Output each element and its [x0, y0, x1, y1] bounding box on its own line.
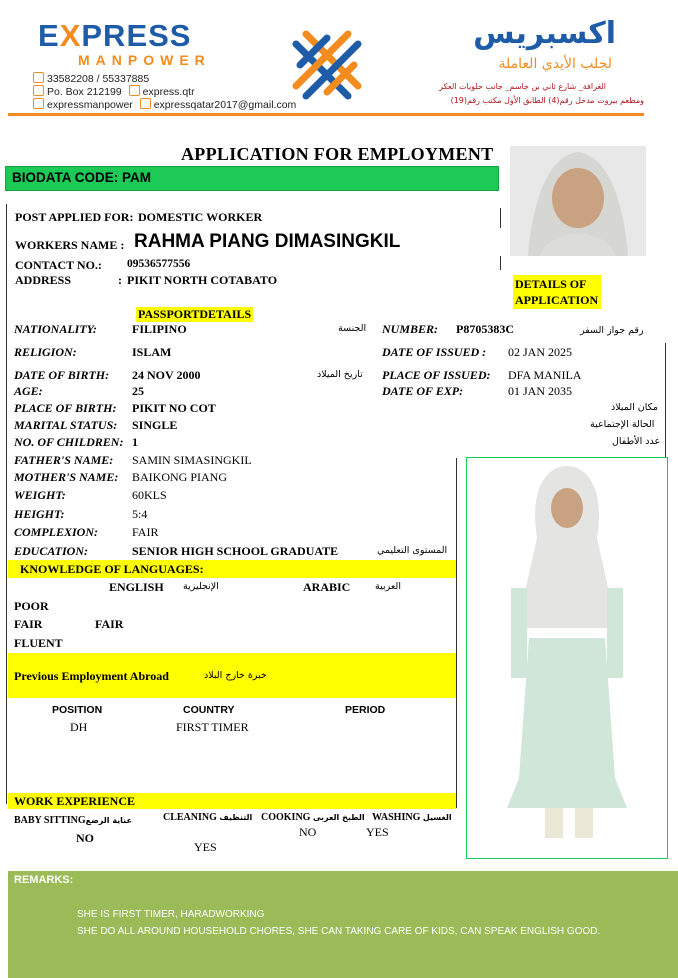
passport-number-label: NUMBER: [382, 322, 439, 336]
post-value: DOMESTIC WORKER [138, 210, 263, 224]
place-issued-label: PLACE OF ISSUED: [382, 368, 491, 382]
pob-arabic: مكان الميلاد [611, 402, 659, 413]
pobox-line [33, 85, 195, 98]
arabic-subtitle: لجلب الأيدي العاملة [498, 56, 612, 72]
height-label: HEIGHT: [14, 507, 65, 521]
biodata-bar [5, 166, 499, 191]
address-label: ADDRESS [15, 273, 72, 287]
name-label: WORKERS NAME : [15, 238, 125, 252]
phone-line [33, 72, 149, 85]
address-value: PIKIT NORTH COTABATO [127, 273, 278, 287]
phone-numbers: 33582208 / 55337885 [47, 73, 150, 85]
remarks-panel [8, 871, 678, 978]
col-position: POSITION [52, 704, 103, 716]
baby-sitting-label [14, 815, 132, 826]
instagram-icon [33, 98, 44, 109]
contact-label: CONTACT NO.: [15, 258, 102, 272]
children-label: NO. OF CHILDREN: [14, 435, 124, 449]
dob-label: DATE OF BIRTH: [14, 368, 110, 382]
form-title: APPLICATION FOR EMPLOYMENT [181, 144, 494, 164]
remarks-line-1: SHE IS FIRST TIMER, HARADWORKING [77, 909, 265, 920]
right-border-passport [665, 343, 666, 457]
date-exp-label: DATE OF EXP: [382, 384, 464, 398]
pob-label: PLACE OF BIRTH: [14, 401, 117, 415]
arabic-arabic: العربية [375, 581, 401, 592]
header-divider [8, 113, 644, 116]
applicant-fullbody-photo [466, 457, 668, 859]
right-border-lower [456, 458, 457, 808]
date-issued-value: 02 JAN 2025 [508, 345, 573, 359]
age-label: AGE: [14, 384, 43, 398]
arabic-address-1: الغرافة_ شارع ثاني بن جاسم_ جانب حلويات العكر [439, 82, 606, 91]
dob-arabic: تاريخ الميلاد [317, 369, 363, 380]
biodata-code: BIODATA CODE: PAM [12, 170, 151, 185]
facebook-icon [129, 85, 140, 96]
employment-heading: Previous Employment Abroad [14, 669, 169, 683]
work-heading: WORK EXPERIENCE [14, 794, 136, 808]
email-address: expressqatar2017@gmail.com [153, 99, 297, 111]
company-knot-logo [286, 24, 368, 106]
company-logo-text [38, 20, 191, 52]
remarks-label: REMARKS: [14, 874, 74, 886]
washing-arabic: الغسيل [422, 813, 452, 822]
employment-heading-arabic: خبرة خارج البلاد [204, 670, 267, 681]
country-value: FIRST TIMER [176, 720, 249, 734]
english-label: ENGLISH [109, 580, 164, 594]
baby-sitting-value: NO [76, 831, 94, 845]
employment-bar [8, 653, 456, 698]
address-colon: : [118, 273, 122, 287]
passport-number-value: P8705383C [456, 322, 514, 336]
passport-heading: PASSPORTDETAILS [138, 307, 252, 321]
email-icon [140, 98, 151, 109]
cleaning-text: CLEANING [163, 812, 217, 823]
mother-value: BAIKONG PIANG [132, 470, 227, 484]
remarks-line-2: SHE DO ALL AROUND HOUSEHOLD CHORES, SHE CAN TAKING CARE OF KIDS, CAN SPEAK ENGLISH GOOD. [77, 926, 601, 937]
cooking-label [261, 812, 365, 823]
cleaning-label [163, 812, 252, 823]
right-border-mid [500, 256, 501, 270]
washing-label [372, 812, 452, 823]
father-value: SAMIN SIMASINGKIL [132, 453, 252, 467]
applicant-portrait-photo [510, 146, 646, 256]
complexion-value: FAIR [132, 525, 159, 539]
phone-icon [33, 72, 44, 83]
english-arabic: الإنجليزية [183, 581, 219, 592]
religion-value: ISLAM [132, 345, 172, 359]
fullbody-image [467, 458, 667, 858]
details-of-application-label: DETAILS OF APPLICATION [513, 275, 601, 309]
nationality-label: NATIONALITY: [14, 322, 97, 336]
arabic-address-2: ومطعم بيروت مدخل رقم(4) الطابق الأول مكتب رقم(19) [450, 96, 644, 105]
pobox: Po. Box 212199 [47, 86, 122, 98]
level-poor: POOR [14, 599, 49, 613]
languages-heading: KNOWLEDGE OF LANGUAGES: [20, 562, 204, 576]
children-arabic: عدد الأطفال [612, 436, 661, 447]
brand-subtitle: MANPOWER [78, 52, 211, 68]
nationality-value: FILIPINO [132, 322, 187, 336]
languages-bar [8, 560, 456, 578]
washing-value: YES [366, 825, 389, 839]
religion-label: RELIGION: [14, 345, 77, 359]
father-label: FATHER'S NAME: [14, 453, 114, 467]
baby-sitting-text: BABY SITTING [14, 815, 86, 826]
marital-arabic: الحالة الإجتماعية [590, 419, 655, 430]
right-border-top [500, 208, 501, 228]
weight-label: WEIGHT: [14, 488, 66, 502]
age-value: 25 [132, 384, 144, 398]
work-bar [8, 793, 456, 809]
date-exp-value: 01 JAN 2035 [508, 384, 573, 398]
dob-value: 24 NOV 2000 [132, 368, 201, 382]
cooking-text: COOKING [261, 812, 311, 823]
passport-number-arabic: رقم جواز السفر [580, 325, 644, 336]
height-value: 5:4 [132, 507, 148, 521]
instagram-handle: expressmanpower [47, 99, 133, 111]
cooking-arabic: الطبخ العربى [312, 813, 365, 822]
social-line [33, 98, 296, 111]
contact-value: 09536577556 [127, 258, 191, 270]
brand-name: EXPRESS [38, 18, 192, 53]
washing-text: WASHING [372, 812, 421, 823]
col-period: PERIOD [345, 704, 386, 716]
left-border [6, 204, 7, 804]
social-handle: express.qtr [142, 86, 195, 98]
nationality-arabic: الجنسة [338, 323, 367, 334]
marital-label: MARITAL STATUS: [14, 418, 118, 432]
date-issued-label: DATE OF ISSUED : [382, 345, 487, 359]
cleaning-arabic: التنظيف [219, 813, 253, 822]
education-arabic: المستوى التعليمي [377, 545, 448, 556]
post-label: POST APPLIED FOR: [15, 210, 134, 224]
level-fair: FAIR [14, 617, 43, 631]
col-country: COUNTRY [183, 704, 235, 716]
baby-sitting-arabic: عناية الرضع [85, 816, 132, 825]
marital-value: SINGLE [132, 418, 178, 432]
mother-label: MOTHER'S NAME: [14, 470, 119, 484]
children-value: 1 [132, 435, 138, 449]
name-value: RAHMA PIANG DIMASINGKIL [134, 231, 401, 252]
mail-icon [33, 85, 44, 96]
cooking-value: NO [299, 825, 317, 839]
level-fluent: FLUENT [14, 636, 63, 650]
cleaning-value: YES [194, 840, 217, 854]
education-label: EDUCATION: [14, 544, 89, 558]
arabic-label: ARABIC [303, 580, 351, 594]
english-level-value: FAIR [95, 617, 124, 631]
arabic-brand: اكسبريس [473, 16, 616, 51]
complexion-label: COMPLEXION: [14, 525, 99, 539]
portrait-image [510, 146, 646, 256]
education-value: SENIOR HIGH SCHOOL GRADUATE [132, 544, 339, 558]
pob-value: PIKIT NO COT [132, 401, 216, 415]
position-value: DH [70, 720, 88, 734]
place-issued-value: DFA MANILA [508, 368, 582, 382]
weight-value: 60KLS [132, 488, 167, 502]
